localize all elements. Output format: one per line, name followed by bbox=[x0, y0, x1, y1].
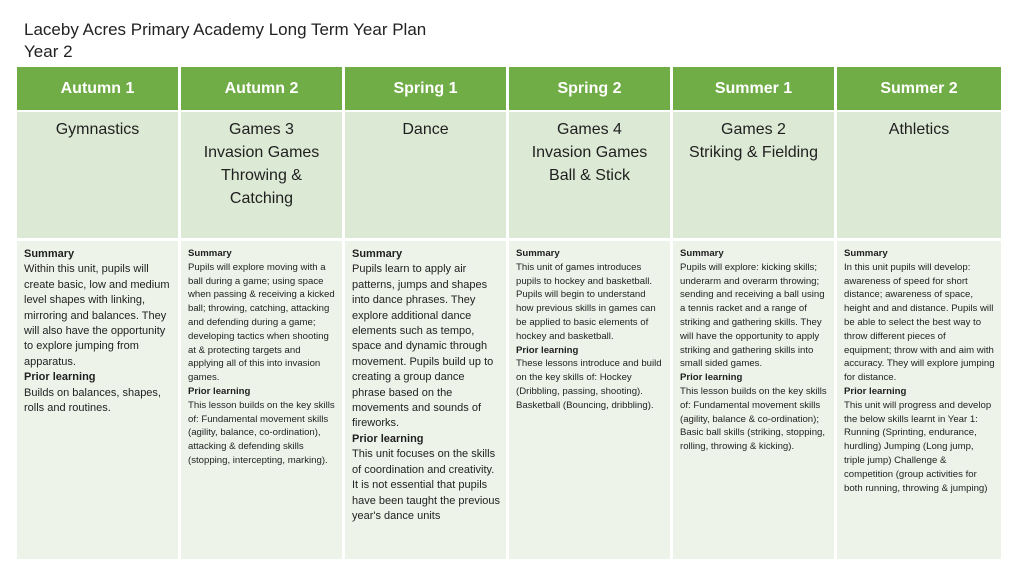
topic-line: Throwing & bbox=[221, 167, 302, 184]
topic-row bbox=[17, 112, 1001, 238]
topic-line: Invasion Games bbox=[203, 144, 320, 161]
summary-text: In this unit pupils will develop: awareness of speed for short distance; awareness of space, height and and distance. Pupils will be able to select the best way to throw different pieces of equipment; throw with and aim with accuracy. They will explore jumping for distance. bbox=[844, 261, 995, 384]
detail-cell-summer-2 bbox=[837, 241, 1001, 559]
term-header-row bbox=[17, 67, 1001, 110]
detail-row bbox=[17, 241, 1001, 559]
prior-learning-text: This unit focuses on the skills of coordination and creativity. It is not essential that pupils have been taught the previous year's dance units bbox=[352, 448, 501, 522]
topic-cell-spring-2 bbox=[509, 112, 673, 238]
topic-line: Gymnastics bbox=[55, 121, 140, 138]
detail-cell-summer-1 bbox=[673, 241, 837, 559]
summary-label: Summary bbox=[516, 248, 560, 259]
prior-learning-text: This unit will progress and develop the below skills learnt in Year 1: Running (Sprinting, endurance, hurdling) Jumping (Long jump, triple jump) Challenge & competition (group activities for both running, throwing & jumping) bbox=[844, 399, 992, 494]
summary-text: Pupils will explore: kicking skills; underarm and overarm throwing; sending and receiving a ball using a tennis racket and a range of striking and gathering skills. They will have the opportunity to apply striking and gathering skills into small sided games. bbox=[680, 261, 825, 370]
detail-cell-spring-2 bbox=[509, 241, 673, 559]
term-header-spring-2: Spring 2 bbox=[509, 67, 673, 110]
term-header-autumn-2: Autumn 2 bbox=[181, 67, 345, 110]
topic-cell-spring-1 bbox=[345, 112, 509, 238]
summary-text: This unit of games introduces pupils to hockey and basketball. Pupils will begin to understand how previous skills in games can be applied to basic elements of hockey and basketball. bbox=[516, 261, 656, 342]
summary-label: Summary bbox=[188, 248, 232, 259]
topic-line: Ball & Stick bbox=[549, 167, 630, 184]
prior-learning-label: Prior learning bbox=[844, 385, 907, 397]
summary-label: Summary bbox=[24, 248, 75, 260]
prior-learning-text: This lesson builds on the key skills of: Fundamental movement skills (agility, balance & co-ordination); Basic ball skills (striking, stopping, rolling, throwing & kicking). bbox=[680, 385, 827, 453]
topic-line: Striking & Fielding bbox=[689, 144, 818, 161]
prior-learning-text: This lesson builds on the key skills of: Fundamental movement skills (agility, balance, co-ordination), attacking & defending skills (stopping, intercepting, marking). bbox=[188, 399, 335, 466]
topic-line: Invasion Games bbox=[531, 144, 648, 161]
term-header-summer-1: Summer 1 bbox=[673, 67, 837, 110]
topic-line: Games 2 bbox=[721, 121, 786, 138]
topic-line: Games 4 bbox=[557, 121, 622, 138]
prior-learning-label: Prior learning bbox=[188, 385, 251, 397]
year-plan-table bbox=[17, 67, 1001, 559]
prior-learning-label: Prior learning bbox=[352, 432, 424, 445]
prior-learning-label: Prior learning bbox=[680, 372, 743, 384]
detail-cell-autumn-2 bbox=[181, 241, 345, 559]
summary-text: Within this unit, pupils will create basic, low and medium level shapes with linking, mirroring and balances. They will also have the opportunity to explore jumping from apparatus. bbox=[24, 263, 170, 368]
detail-cell-autumn-1 bbox=[17, 241, 181, 559]
topic-line: Dance bbox=[402, 121, 449, 138]
topic-line: Athletics bbox=[888, 121, 950, 138]
topic-cell-autumn-2 bbox=[181, 112, 345, 238]
summary-label: Summary bbox=[352, 248, 403, 260]
page-title bbox=[24, 19, 426, 63]
topic-cell-summer-2 bbox=[837, 112, 1001, 238]
term-header-spring-1: Spring 1 bbox=[345, 67, 509, 110]
term-header-summer-2: Summer 2 bbox=[837, 67, 1001, 110]
prior-learning-text: These lessons introduce and build on the key skills of: Hockey (Dribbling, passing, shooting). Basketball (Bouncing, dribbling). bbox=[516, 358, 662, 411]
topic-cell-autumn-1 bbox=[17, 112, 181, 238]
summary-text: Pupils will explore moving with a ball during a game; using space when passing & receiving a kicked ball; throwing, catching, attacking and defending during a game; developing tactics when shooting at & protecting targets and applying all of this into invasion games. bbox=[188, 261, 335, 384]
prior-learning-text: Builds on balances, shapes, rolls and routines. bbox=[24, 386, 161, 415]
topic-line: Games 3 bbox=[229, 121, 294, 138]
page-title-line2: Year 2 bbox=[24, 42, 73, 61]
detail-cell-spring-1 bbox=[345, 241, 509, 559]
term-header-autumn-1: Autumn 1 bbox=[17, 67, 181, 110]
prior-learning-label: Prior learning bbox=[516, 344, 579, 356]
page-title-line1: Laceby Acres Primary Academy Long Term Year Plan bbox=[24, 20, 427, 39]
topic-cell-summer-1 bbox=[673, 112, 837, 238]
prior-learning-label: Prior learning bbox=[24, 371, 96, 384]
summary-label: Summary bbox=[680, 248, 724, 259]
summary-label: Summary bbox=[844, 248, 888, 259]
summary-text: Pupils learn to apply air patterns, jumps and shapes into dance phrases. They explore additional dance elements such as tempo, space and dynamic through movement. Pupils build up to creating a group dance phrase based on the movements and sounds of fireworks. bbox=[352, 263, 494, 430]
topic-line: Catching bbox=[229, 190, 294, 207]
